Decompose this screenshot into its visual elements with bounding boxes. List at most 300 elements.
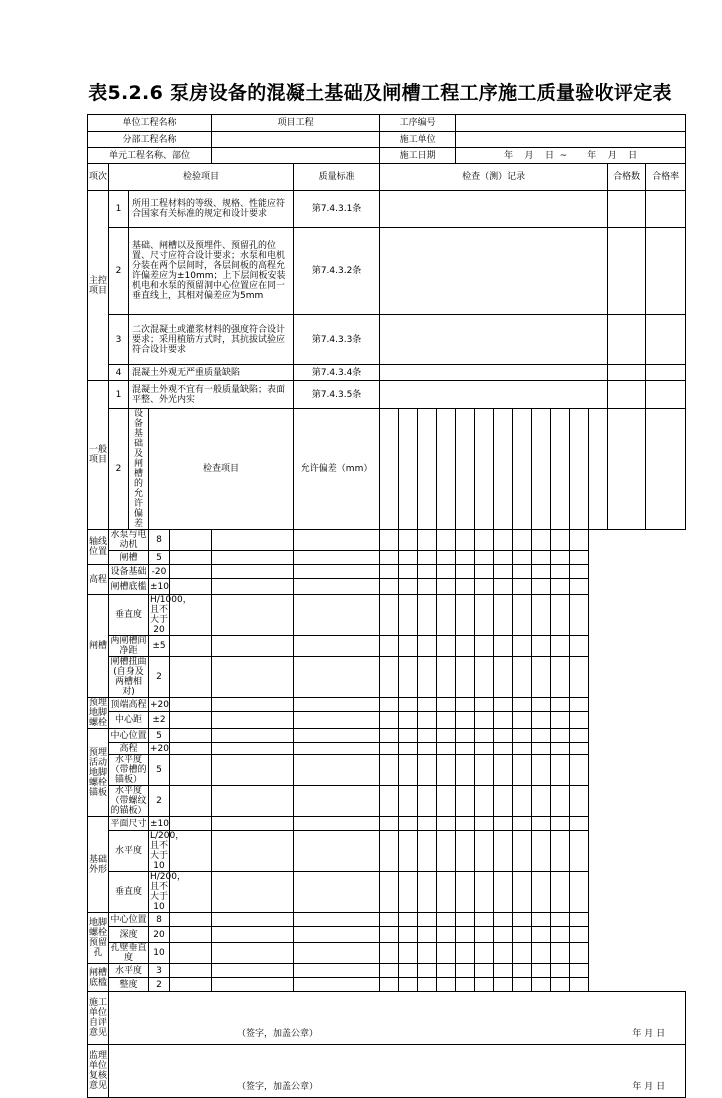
record-box[interactable] (170, 636, 212, 657)
record-box[interactable] (170, 978, 212, 992)
record-box[interactable] (212, 755, 294, 786)
record-box[interactable] (380, 817, 399, 831)
record-box[interactable] (294, 927, 380, 943)
record-box[interactable] (513, 595, 532, 636)
record-box[interactable] (494, 729, 513, 743)
pass-rate-cell[interactable] (570, 636, 589, 657)
record-box[interactable] (513, 409, 532, 530)
record-box[interactable] (513, 872, 532, 913)
pass-count-cell[interactable] (551, 595, 570, 636)
record-box[interactable] (475, 551, 494, 565)
pass-rate-cell[interactable] (646, 228, 686, 315)
record-box[interactable] (456, 743, 475, 755)
record-box[interactable] (437, 743, 456, 755)
record-box[interactable] (532, 964, 551, 978)
pass-rate-cell[interactable] (570, 530, 589, 551)
record-box[interactable] (380, 743, 399, 755)
record-box[interactable] (532, 755, 551, 786)
record-box[interactable] (418, 636, 437, 657)
record-box[interactable] (212, 579, 294, 595)
record-box[interactable] (475, 872, 494, 913)
record-box[interactable] (294, 530, 380, 551)
record-box[interactable] (437, 872, 456, 913)
record-box[interactable] (212, 551, 294, 565)
record-box[interactable] (418, 530, 437, 551)
record-box[interactable] (456, 579, 475, 595)
record-box[interactable] (494, 551, 513, 565)
record-box[interactable] (212, 712, 294, 729)
pass-rate-cell[interactable] (570, 964, 589, 978)
record-box[interactable] (212, 530, 294, 551)
record-box[interactable] (494, 755, 513, 786)
pass-count-cell[interactable] (551, 712, 570, 729)
record-box[interactable] (399, 872, 418, 913)
record-box[interactable] (513, 743, 532, 755)
record-box[interactable] (456, 729, 475, 743)
record-box[interactable] (532, 831, 551, 872)
record-box[interactable] (418, 755, 437, 786)
record-box[interactable] (513, 831, 532, 872)
record-box[interactable] (494, 978, 513, 992)
record-box[interactable] (212, 657, 294, 698)
record-box[interactable] (532, 565, 551, 579)
record-box[interactable] (418, 913, 437, 927)
record-box[interactable] (456, 755, 475, 786)
record-box[interactable] (437, 927, 456, 943)
record-box[interactable] (475, 927, 494, 943)
record-box[interactable] (212, 743, 294, 755)
record-box[interactable] (294, 551, 380, 565)
record-box[interactable] (475, 755, 494, 786)
record-box[interactable] (380, 579, 399, 595)
record-box[interactable] (437, 943, 456, 964)
record-box[interactable] (380, 964, 399, 978)
record-box[interactable] (437, 579, 456, 595)
record-cell[interactable] (380, 228, 608, 315)
pass-count-cell[interactable] (608, 381, 646, 409)
record-box[interactable] (494, 831, 513, 872)
record-box[interactable] (437, 712, 456, 729)
record-box[interactable] (513, 530, 532, 551)
record-box[interactable] (212, 729, 294, 743)
record-box[interactable] (399, 636, 418, 657)
record-box[interactable] (475, 636, 494, 657)
record-box[interactable] (437, 565, 456, 579)
pass-rate-cell[interactable] (646, 381, 686, 409)
pass-count-cell[interactable] (551, 565, 570, 579)
pass-count-cell[interactable] (608, 315, 646, 365)
pass-count-cell[interactable] (551, 786, 570, 817)
pass-rate-cell[interactable] (646, 409, 686, 530)
record-box[interactable] (532, 927, 551, 943)
record-box[interactable] (170, 657, 212, 698)
record-box[interactable] (418, 595, 437, 636)
pass-rate-cell[interactable] (570, 565, 589, 579)
record-box[interactable] (380, 943, 399, 964)
record-box[interactable] (294, 786, 380, 817)
record-box[interactable] (380, 530, 399, 551)
record-box[interactable] (475, 595, 494, 636)
record-box[interactable] (456, 831, 475, 872)
record-box[interactable] (294, 636, 380, 657)
record-box[interactable] (456, 817, 475, 831)
record-box[interactable] (399, 943, 418, 964)
record-box[interactable] (513, 579, 532, 595)
pass-count-cell[interactable] (551, 755, 570, 786)
pass-rate-cell[interactable] (570, 551, 589, 565)
record-box[interactable] (437, 636, 456, 657)
pass-rate-cell[interactable] (570, 978, 589, 992)
record-box[interactable] (212, 978, 294, 992)
record-box[interactable] (551, 409, 570, 530)
record-box[interactable] (294, 595, 380, 636)
record-box[interactable] (399, 409, 418, 530)
record-box[interactable] (513, 913, 532, 927)
record-box[interactable] (294, 943, 380, 964)
record-box[interactable] (494, 657, 513, 698)
record-box[interactable] (494, 927, 513, 943)
record-box[interactable] (494, 712, 513, 729)
record-box[interactable] (494, 743, 513, 755)
pass-count-cell[interactable] (608, 365, 646, 381)
record-box[interactable] (475, 964, 494, 978)
record-box[interactable] (532, 409, 551, 530)
record-box[interactable] (494, 872, 513, 913)
pass-count-cell[interactable] (551, 729, 570, 743)
record-box[interactable] (475, 786, 494, 817)
record-box[interactable] (212, 698, 294, 712)
record-box[interactable] (437, 786, 456, 817)
record-box[interactable] (475, 409, 494, 530)
record-box[interactable] (437, 657, 456, 698)
record-box[interactable] (456, 565, 475, 579)
record-box[interactable] (437, 409, 456, 530)
pass-count-cell[interactable] (551, 530, 570, 551)
record-box[interactable] (494, 565, 513, 579)
record-box[interactable] (399, 755, 418, 786)
record-box[interactable] (456, 530, 475, 551)
record-box[interactable] (418, 551, 437, 565)
record-box[interactable] (437, 530, 456, 551)
pass-rate-cell[interactable] (570, 872, 589, 913)
record-box[interactable] (494, 943, 513, 964)
record-box[interactable] (437, 755, 456, 786)
pass-count-cell[interactable] (551, 943, 570, 964)
record-box[interactable] (437, 817, 456, 831)
pass-count-cell[interactable] (551, 964, 570, 978)
record-box[interactable] (513, 729, 532, 743)
pass-rate-cell[interactable] (570, 943, 589, 964)
record-box[interactable] (494, 636, 513, 657)
record-box[interactable] (399, 817, 418, 831)
record-box[interactable] (437, 595, 456, 636)
record-box[interactable] (212, 872, 294, 913)
element-field[interactable] (212, 148, 380, 164)
record-box[interactable] (456, 595, 475, 636)
record-box[interactable] (437, 551, 456, 565)
record-box[interactable] (399, 712, 418, 729)
record-box[interactable] (570, 409, 589, 530)
record-box[interactable] (532, 743, 551, 755)
record-box[interactable] (513, 565, 532, 579)
record-box[interactable] (475, 729, 494, 743)
record-box[interactable] (418, 729, 437, 743)
record-box[interactable] (513, 755, 532, 786)
record-box[interactable] (494, 786, 513, 817)
record-box[interactable] (294, 712, 380, 729)
record-cell[interactable] (380, 315, 608, 365)
record-box[interactable] (294, 964, 380, 978)
record-box[interactable] (294, 755, 380, 786)
record-box[interactable] (380, 698, 399, 712)
pass-rate-cell[interactable] (570, 831, 589, 872)
record-box[interactable] (399, 743, 418, 755)
record-box[interactable] (418, 817, 437, 831)
record-box[interactable] (170, 551, 212, 565)
record-box[interactable] (532, 595, 551, 636)
record-box[interactable] (399, 831, 418, 872)
record-box[interactable] (380, 636, 399, 657)
record-box[interactable] (475, 743, 494, 755)
pass-count-cell[interactable] (551, 551, 570, 565)
record-box[interactable] (294, 565, 380, 579)
record-box[interactable] (399, 729, 418, 743)
record-box[interactable] (380, 712, 399, 729)
record-box[interactable] (532, 551, 551, 565)
sub-project-field[interactable] (212, 132, 380, 148)
record-box[interactable] (380, 729, 399, 743)
record-box[interactable] (399, 565, 418, 579)
record-box[interactable] (513, 964, 532, 978)
record-box[interactable] (513, 786, 532, 817)
record-box[interactable] (589, 409, 608, 530)
record-box[interactable] (475, 657, 494, 698)
record-box[interactable] (494, 579, 513, 595)
record-box[interactable] (475, 978, 494, 992)
record-box[interactable] (170, 743, 212, 755)
pass-rate-cell[interactable] (570, 729, 589, 743)
record-box[interactable] (170, 712, 212, 729)
record-box[interactable] (380, 595, 399, 636)
record-box[interactable] (212, 786, 294, 817)
record-box[interactable] (475, 698, 494, 712)
pass-count-cell[interactable] (551, 579, 570, 595)
record-box[interactable] (380, 409, 399, 530)
record-box[interactable] (380, 565, 399, 579)
record-box[interactable] (212, 565, 294, 579)
supervision-opinion-field[interactable] (109, 1045, 686, 1098)
pass-count-cell[interactable] (551, 698, 570, 712)
record-box[interactable] (212, 636, 294, 657)
pass-rate-cell[interactable] (646, 191, 686, 228)
record-box[interactable] (170, 964, 212, 978)
pass-count-cell[interactable] (551, 831, 570, 872)
record-box[interactable] (170, 698, 212, 712)
record-box[interactable] (513, 636, 532, 657)
record-box[interactable] (212, 943, 294, 964)
pass-count-cell[interactable] (551, 913, 570, 927)
record-box[interactable] (418, 927, 437, 943)
record-box[interactable] (380, 551, 399, 565)
record-box[interactable] (532, 786, 551, 817)
record-box[interactable] (532, 729, 551, 743)
record-box[interactable] (475, 530, 494, 551)
record-box[interactable] (170, 943, 212, 964)
record-box[interactable] (456, 712, 475, 729)
record-box[interactable] (532, 698, 551, 712)
record-box[interactable] (380, 913, 399, 927)
record-box[interactable] (170, 755, 212, 786)
record-box[interactable] (475, 712, 494, 729)
record-box[interactable] (418, 743, 437, 755)
record-box[interactable] (418, 698, 437, 712)
pass-count-cell[interactable] (551, 817, 570, 831)
record-box[interactable] (418, 943, 437, 964)
record-box[interactable] (532, 978, 551, 992)
record-box[interactable] (513, 927, 532, 943)
record-box[interactable] (418, 786, 437, 817)
record-cell[interactable] (380, 365, 608, 381)
record-box[interactable] (212, 595, 294, 636)
record-box[interactable] (294, 729, 380, 743)
record-cell[interactable] (380, 381, 608, 409)
record-box[interactable] (380, 978, 399, 992)
pass-rate-cell[interactable] (570, 743, 589, 755)
record-box[interactable] (294, 831, 380, 872)
record-box[interactable] (294, 579, 380, 595)
pass-rate-cell[interactable] (570, 817, 589, 831)
record-box[interactable] (456, 913, 475, 927)
record-box[interactable] (170, 579, 212, 595)
pass-count-cell[interactable] (551, 978, 570, 992)
record-box[interactable] (475, 913, 494, 927)
record-box[interactable] (475, 565, 494, 579)
record-box[interactable] (380, 786, 399, 817)
record-box[interactable] (294, 817, 380, 831)
record-box[interactable] (513, 943, 532, 964)
record-box[interactable] (294, 743, 380, 755)
record-box[interactable] (294, 657, 380, 698)
record-box[interactable] (399, 786, 418, 817)
record-box[interactable] (513, 817, 532, 831)
construction-unit-field[interactable] (456, 132, 686, 148)
record-box[interactable] (399, 978, 418, 992)
pass-count-cell[interactable] (551, 636, 570, 657)
record-box[interactable] (475, 579, 494, 595)
process-no-field[interactable] (456, 115, 686, 132)
pass-rate-cell[interactable] (570, 657, 589, 698)
pass-rate-cell[interactable] (570, 698, 589, 712)
pass-rate-cell[interactable] (570, 595, 589, 636)
record-box[interactable] (380, 657, 399, 698)
record-box[interactable] (456, 943, 475, 964)
record-box[interactable] (513, 657, 532, 698)
record-box[interactable] (418, 409, 437, 530)
record-box[interactable] (380, 927, 399, 943)
record-box[interactable] (170, 786, 212, 817)
record-box[interactable] (294, 698, 380, 712)
record-box[interactable] (170, 729, 212, 743)
record-box[interactable] (399, 551, 418, 565)
record-box[interactable] (456, 872, 475, 913)
record-box[interactable] (418, 712, 437, 729)
record-box[interactable] (532, 657, 551, 698)
record-box[interactable] (494, 964, 513, 978)
record-box[interactable] (212, 831, 294, 872)
record-box[interactable] (532, 579, 551, 595)
record-box[interactable] (532, 530, 551, 551)
record-box[interactable] (418, 831, 437, 872)
pass-count-cell[interactable] (551, 657, 570, 698)
record-box[interactable] (494, 698, 513, 712)
record-box[interactable] (170, 565, 212, 579)
record-box[interactable] (399, 657, 418, 698)
record-box[interactable] (475, 943, 494, 964)
record-box[interactable] (437, 978, 456, 992)
record-box[interactable] (170, 817, 212, 831)
pass-rate-cell[interactable] (570, 579, 589, 595)
record-box[interactable] (170, 530, 212, 551)
record-box[interactable] (456, 964, 475, 978)
pass-rate-cell[interactable] (646, 365, 686, 381)
record-box[interactable] (399, 927, 418, 943)
record-box[interactable] (380, 872, 399, 913)
construction-date-field[interactable]: 年 月 日 ~ 年 月 日 (456, 148, 686, 164)
record-box[interactable] (494, 913, 513, 927)
record-box[interactable] (456, 786, 475, 817)
record-box[interactable] (399, 530, 418, 551)
pass-count-cell[interactable] (608, 191, 646, 228)
record-box[interactable] (437, 698, 456, 712)
record-box[interactable] (513, 698, 532, 712)
record-box[interactable] (399, 913, 418, 927)
pass-rate-cell[interactable] (570, 927, 589, 943)
record-box[interactable] (456, 409, 475, 530)
record-box[interactable] (380, 831, 399, 872)
record-box[interactable] (475, 817, 494, 831)
record-cell[interactable] (380, 191, 608, 228)
record-box[interactable] (170, 927, 212, 943)
pass-rate-cell[interactable] (646, 315, 686, 365)
record-box[interactable] (294, 913, 380, 927)
record-box[interactable] (212, 927, 294, 943)
pass-count-cell[interactable] (551, 743, 570, 755)
record-box[interactable] (170, 913, 212, 927)
pass-rate-cell[interactable] (570, 913, 589, 927)
record-box[interactable] (418, 872, 437, 913)
pass-rate-cell[interactable] (570, 712, 589, 729)
record-box[interactable] (399, 595, 418, 636)
record-box[interactable] (418, 978, 437, 992)
record-box[interactable] (456, 551, 475, 565)
record-box[interactable] (475, 831, 494, 872)
record-box[interactable] (399, 964, 418, 978)
record-box[interactable] (380, 755, 399, 786)
record-box[interactable] (494, 595, 513, 636)
record-box[interactable] (456, 657, 475, 698)
record-box[interactable] (437, 831, 456, 872)
record-box[interactable] (456, 636, 475, 657)
record-box[interactable] (294, 978, 380, 992)
record-box[interactable] (456, 978, 475, 992)
record-box[interactable] (437, 729, 456, 743)
record-box[interactable] (494, 530, 513, 551)
record-box[interactable] (513, 978, 532, 992)
record-box[interactable] (294, 872, 380, 913)
record-box[interactable] (437, 913, 456, 927)
pass-rate-cell[interactable] (570, 786, 589, 817)
record-box[interactable] (212, 964, 294, 978)
